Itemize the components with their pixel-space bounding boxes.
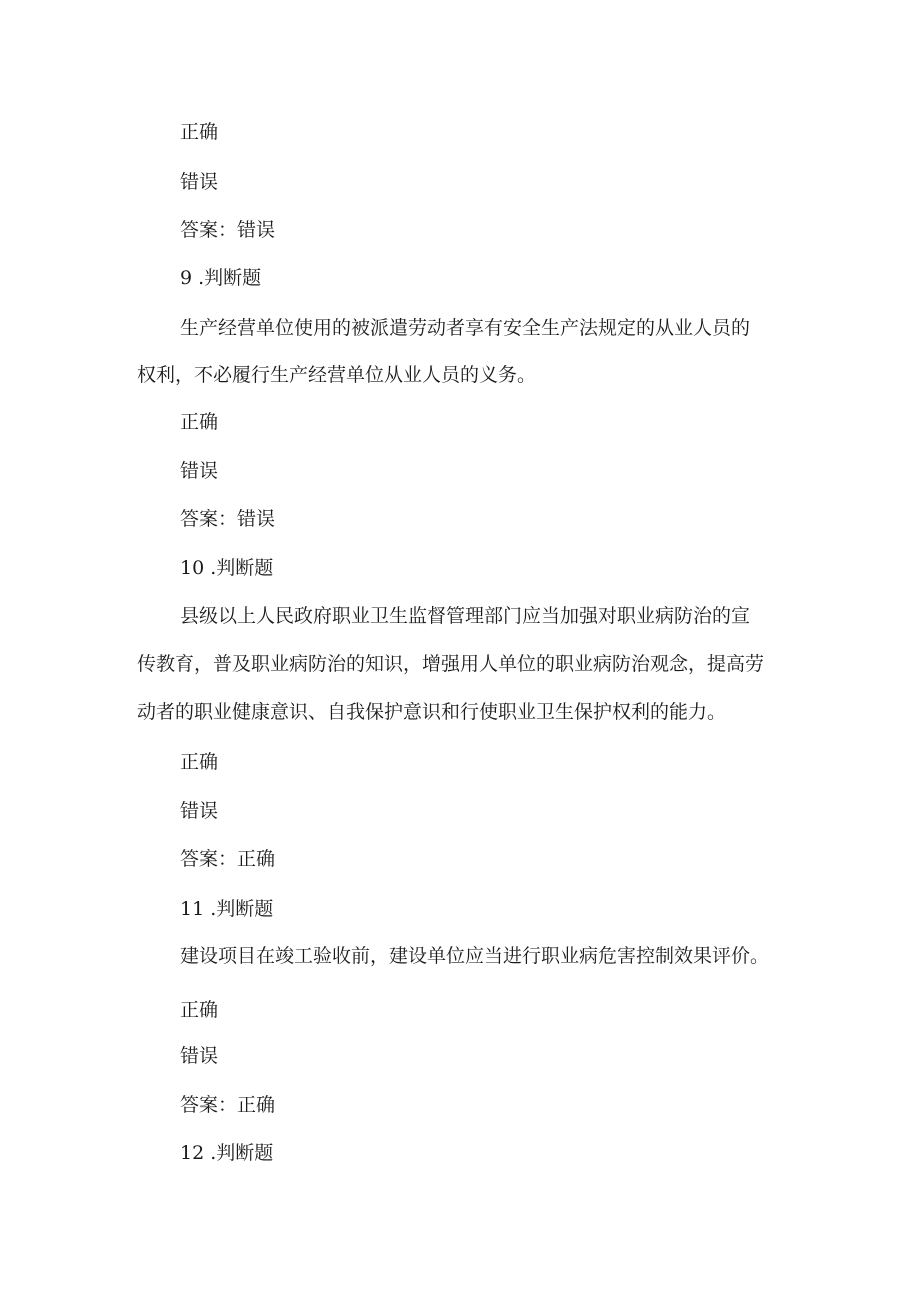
q10-stem-line-1: 县级以上人民政府职业卫生监督管理部门应当加强对职业病防治的宣	[180, 605, 751, 627]
q11-option-false: 错误	[180, 1045, 219, 1067]
q11-option-true: 正确	[180, 999, 219, 1021]
q10-option-false: 错误	[180, 800, 219, 822]
q8-option-false: 错误	[180, 171, 219, 193]
q11-stem-line-1: 建设项目在竣工验收前，建设单位应当进行职业病危害控制效果评价。	[180, 945, 770, 967]
q10-number: 10 .判断题	[180, 557, 274, 579]
q9-number: 9 .判断题	[180, 267, 262, 289]
q8-option-true: 正确	[180, 121, 219, 143]
q11-number: 11 .判断题	[180, 898, 274, 920]
q10-stem-line-2: 传教育，普及职业病防治的知识，增强用人单位的职业病防治观念，提高劳	[137, 653, 765, 675]
q9-stem-line-1: 生产经营单位使用的被派遣劳动者享有安全生产法规定的从业人员的	[180, 317, 751, 339]
q10-option-true: 正确	[180, 751, 219, 773]
q10-answer: 答案：正确	[180, 848, 276, 870]
q11-answer: 答案：正确	[180, 1094, 276, 1116]
q9-option-false: 错误	[180, 460, 219, 482]
q9-answer: 答案：错误	[180, 508, 276, 530]
q12-number: 12 .判断题	[180, 1142, 274, 1164]
q9-stem-line-2: 权利，不必履行生产经营单位从业人员的义务。	[137, 364, 537, 386]
q9-option-true: 正确	[180, 411, 219, 433]
q8-answer: 答案：错误	[180, 219, 276, 241]
q10-stem-line-3: 动者的职业健康意识、自我保护意识和行使职业卫生保护权利的能力。	[137, 701, 727, 723]
